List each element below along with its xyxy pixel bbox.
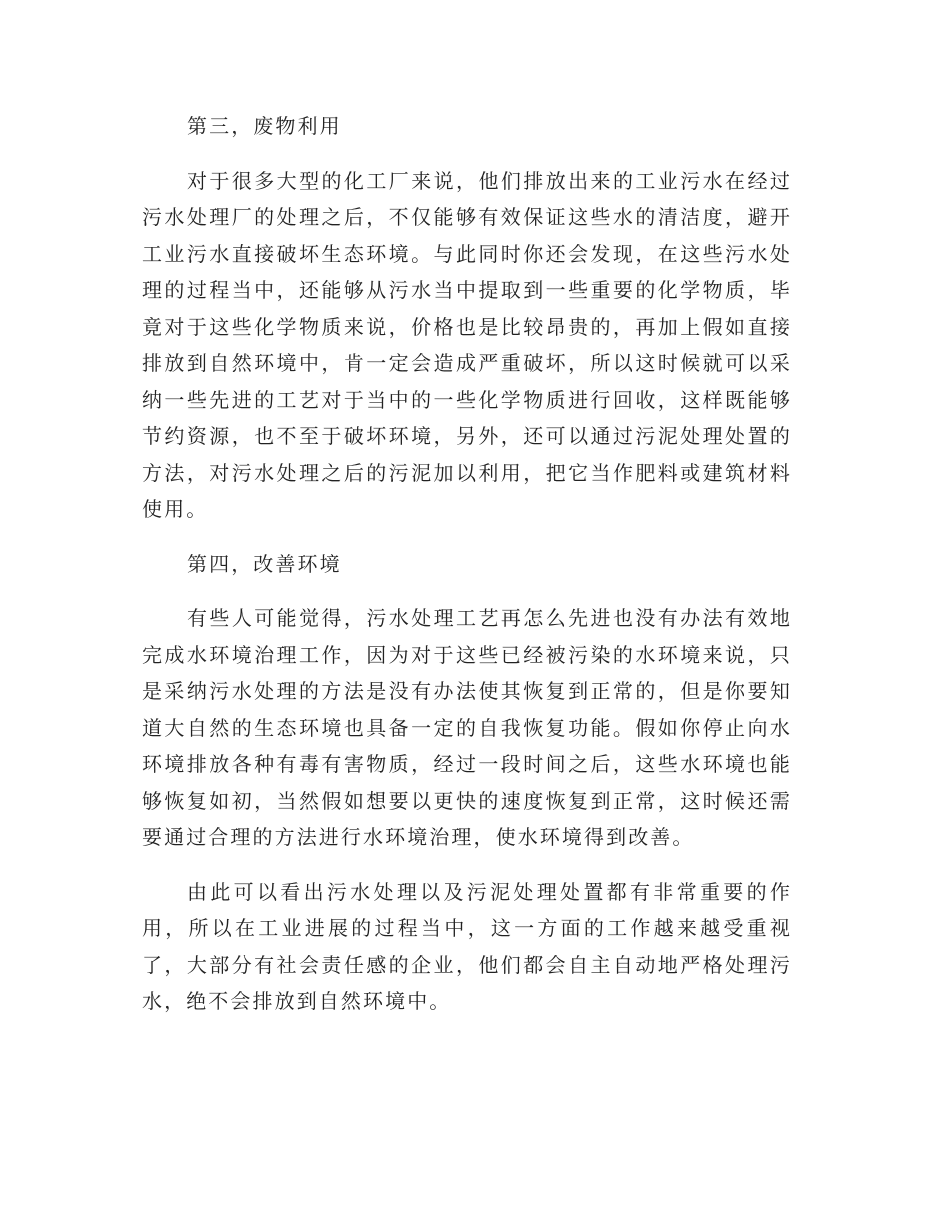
section-heading-waste-utilization: 第三，废物利用	[187, 114, 342, 138]
paragraph-conclusion: 由此可以看出污水处理以及污泥处理处置都有非常重要的作用，所以在工业进展的过程当中，这一方面的工作越来越受重视了，大部分有社会责任感的企业，他们都会自主自动地严格处理污水，绝不会排放到自然环境中。	[142, 879, 792, 1013]
document-page	[142, 108, 792, 1038]
paragraph-waste-utilization: 对于很多大型的化工厂来说，他们排放出来的工业污水在经过污水处理厂的处理之后，不仅能够有效保证这些水的清洁度，避开工业污水直接破坏生态环境。与此同时你还会发现，在这些污水处理的过程当中，还能够从污水当中提取到一些重要的化学物质，毕竟对于这些化学物质来说，价格也是比较昂贵的，再加上假如直接排放到自然环境中，肯一定会造成严重破坏，所以这时候就可以采纳一些先进的工艺对于当中的一些化学物质进行回收，这样既能够节约资源，也不至于破坏环境，另外，还可以通过污泥处理处置的方法，对污水处理之后的污泥加以利用，把它当作肥料或建筑材料使用。	[142, 168, 792, 521]
paragraph-improve-environment: 有些人可能觉得，污水处理工艺再怎么先进也没有办法有效地完成水环境治理工作，因为对于这些已经被污染的水环境来说，只是采纳污水处理的方法是没有办法使其恢复到正常的，但是你要知道大自然的生态环境也具备一定的自我恢复功能。假如你停止向水环境排放各种有毒有害物质，经过一段时间之后，这些水环境也能够恢复如初，当然假如想要以更快的速度恢复到正常，这时候还需要通过合理的方法进行水环境治理，使水环境得到改善。	[142, 606, 792, 849]
section-heading-improve-environment: 第四，改善环境	[187, 551, 342, 576]
